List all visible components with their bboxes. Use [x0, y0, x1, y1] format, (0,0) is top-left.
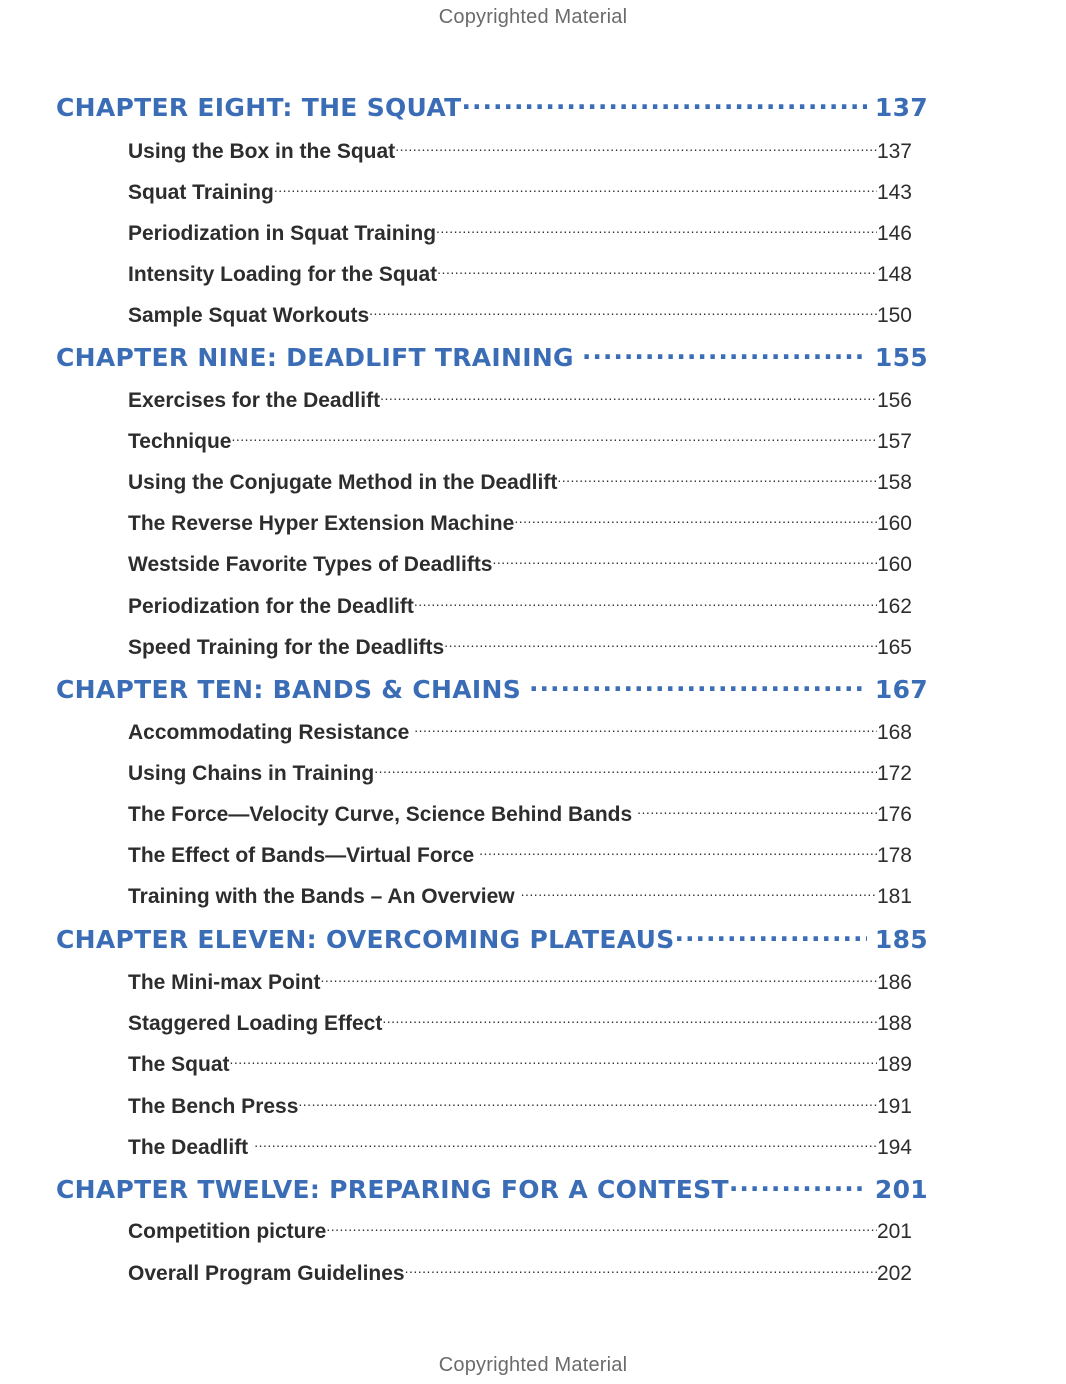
dot-leader	[461, 88, 866, 116]
dot-leader	[326, 1214, 877, 1238]
entry-title: The Deadlift	[128, 1136, 249, 1159]
entry-title: Exercises for the Deadlift	[128, 389, 381, 412]
entry-page-number: 165	[876, 636, 912, 659]
dot-leader	[675, 920, 867, 948]
entry-page-number: 194	[876, 1136, 912, 1159]
entry-title: Technique	[128, 430, 232, 453]
toc-entry[interactable]	[128, 424, 912, 454]
dot-leader	[444, 630, 877, 654]
dot-leader	[298, 1089, 877, 1113]
dot-leader	[521, 879, 877, 903]
toc-entry[interactable]	[128, 965, 912, 995]
entry-title: Using the Box in the Squat	[128, 140, 396, 163]
entry-title: Staggered Loading Effect	[128, 1012, 383, 1035]
dot-leader	[582, 338, 867, 366]
toc-entry[interactable]	[128, 383, 912, 413]
toc-entry[interactable]	[128, 465, 912, 495]
entry-page-number: 168	[876, 721, 912, 744]
toc-entry[interactable]	[128, 715, 912, 745]
toc-entry[interactable]	[128, 1130, 912, 1160]
entry-title: The Force—Velocity Curve, Science Behind Bands	[128, 803, 633, 826]
entry-title: Intensity Loading for the Squat	[128, 263, 438, 286]
toc-chapter-eleven[interactable]	[56, 920, 928, 954]
dot-leader	[436, 216, 877, 240]
dot-leader	[254, 1130, 877, 1154]
dot-leader	[369, 298, 877, 322]
entry-title: Training with the Bands – An Overview	[128, 885, 515, 908]
dot-leader	[557, 465, 877, 489]
entry-title: Periodization for the Deadlift	[128, 595, 414, 618]
toc-entry[interactable]	[128, 1214, 912, 1244]
chapter-title: CHAPTER EIGHT: THE SQUAT	[56, 93, 462, 122]
entry-page-number: 181	[876, 885, 912, 908]
dot-leader	[493, 547, 877, 571]
chapter-page-number: 201	[874, 1175, 928, 1204]
chapter-page-number: 167	[874, 675, 928, 704]
entry-title: Sample Squat Workouts	[128, 304, 370, 327]
chapter-title: CHAPTER TWELVE: PREPARING FOR A CONTEST	[56, 1175, 729, 1204]
toc-entry[interactable]	[128, 797, 912, 827]
chapter-page-number: 137	[874, 93, 928, 122]
dot-leader	[230, 1047, 877, 1071]
toc-entry[interactable]	[128, 1256, 912, 1286]
entry-page-number: 201	[876, 1220, 912, 1243]
dot-leader	[231, 424, 877, 448]
entry-title: Speed Training for the Deadlifts	[128, 636, 445, 659]
toc-entry[interactable]	[128, 630, 912, 660]
toc-chapter-nine[interactable]	[56, 338, 928, 372]
toc-entry[interactable]	[128, 216, 912, 246]
toc-entry[interactable]	[128, 1089, 912, 1119]
dot-leader	[382, 1006, 877, 1030]
entry-page-number: 158	[876, 471, 912, 494]
toc-entry[interactable]	[128, 506, 912, 536]
entry-title: The Reverse Hyper Extension Machine	[128, 512, 515, 535]
chapter-title: CHAPTER NINE: DEADLIFT TRAINING	[56, 343, 574, 372]
entry-page-number: 162	[876, 595, 912, 618]
entry-title: Using the Conjugate Method in the Deadlift	[128, 471, 558, 494]
chapter-title: CHAPTER ELEVEN: OVERCOMING PLATEAUS	[56, 925, 675, 954]
entry-page-number: 148	[876, 263, 912, 286]
entry-title: Westside Favorite Types of Deadlifts	[128, 553, 493, 576]
entry-title: The Squat	[128, 1053, 230, 1076]
entry-page-number: 157	[876, 430, 912, 453]
running-header: Copyrighted Material	[438, 6, 628, 28]
entry-page-number: 202	[876, 1262, 912, 1285]
dot-leader	[374, 756, 877, 780]
dot-leader	[529, 670, 867, 698]
chapter-title: CHAPTER TEN: BANDS & CHAINS	[56, 675, 522, 704]
toc-entry[interactable]	[128, 175, 912, 205]
entry-title: Using Chains in Training	[128, 762, 375, 785]
entry-page-number: 146	[876, 222, 912, 245]
running-footer: Copyrighted Material	[438, 1354, 628, 1376]
entry-page-number: 186	[876, 971, 912, 994]
toc-chapter-eight[interactable]	[56, 88, 928, 122]
entry-title: Competition picture	[128, 1220, 327, 1243]
dot-leader	[479, 838, 877, 862]
toc-entry[interactable]	[128, 879, 912, 909]
entry-page-number: 160	[876, 553, 912, 576]
dot-leader	[414, 715, 877, 739]
toc-entry[interactable]	[128, 838, 912, 868]
toc-entry[interactable]	[128, 1047, 912, 1077]
entry-title: The Bench Press	[128, 1095, 299, 1118]
entry-title: The Effect of Bands—Virtual Force	[128, 844, 475, 867]
entry-page-number: 189	[876, 1053, 912, 1076]
toc-entry[interactable]	[128, 547, 912, 577]
entry-title: The Mini-max Point	[128, 971, 321, 994]
entry-page-number: 137	[876, 140, 912, 163]
toc-chapter-twelve[interactable]	[56, 1170, 928, 1204]
entry-title: Periodization in Squat Training	[128, 222, 437, 245]
chapter-page-number: 185	[874, 925, 928, 954]
entry-title: Squat Training	[128, 181, 274, 204]
entry-page-number: 191	[876, 1095, 912, 1118]
toc-chapter-ten[interactable]	[56, 670, 928, 704]
chapter-page-number: 155	[874, 343, 928, 372]
entry-page-number: 172	[876, 762, 912, 785]
entry-title: Accommodating Resistance	[128, 721, 410, 744]
toc-entry[interactable]	[128, 589, 912, 619]
dot-leader	[274, 175, 877, 199]
entry-page-number: 160	[876, 512, 912, 535]
toc-entry[interactable]	[128, 756, 912, 786]
toc-entry[interactable]	[128, 257, 912, 287]
entry-page-number: 188	[876, 1012, 912, 1035]
dot-leader	[637, 797, 877, 821]
dot-leader	[395, 134, 877, 158]
toc-entry[interactable]	[128, 134, 912, 164]
entry-page-number: 156	[876, 389, 912, 412]
entry-page-number: 176	[876, 803, 912, 826]
entry-page-number: 178	[876, 844, 912, 867]
dot-leader	[380, 383, 877, 407]
dot-leader	[405, 1256, 877, 1280]
toc-entry[interactable]	[128, 298, 912, 328]
dot-leader	[414, 589, 877, 613]
dot-leader	[514, 506, 877, 530]
toc-entry[interactable]	[128, 1006, 912, 1036]
entry-page-number: 150	[876, 304, 912, 327]
dot-leader	[437, 257, 877, 281]
entry-page-number: 143	[876, 181, 912, 204]
entry-title: Overall Program Guidelines	[128, 1262, 405, 1285]
dot-leader	[321, 965, 877, 989]
dot-leader	[729, 1170, 867, 1198]
